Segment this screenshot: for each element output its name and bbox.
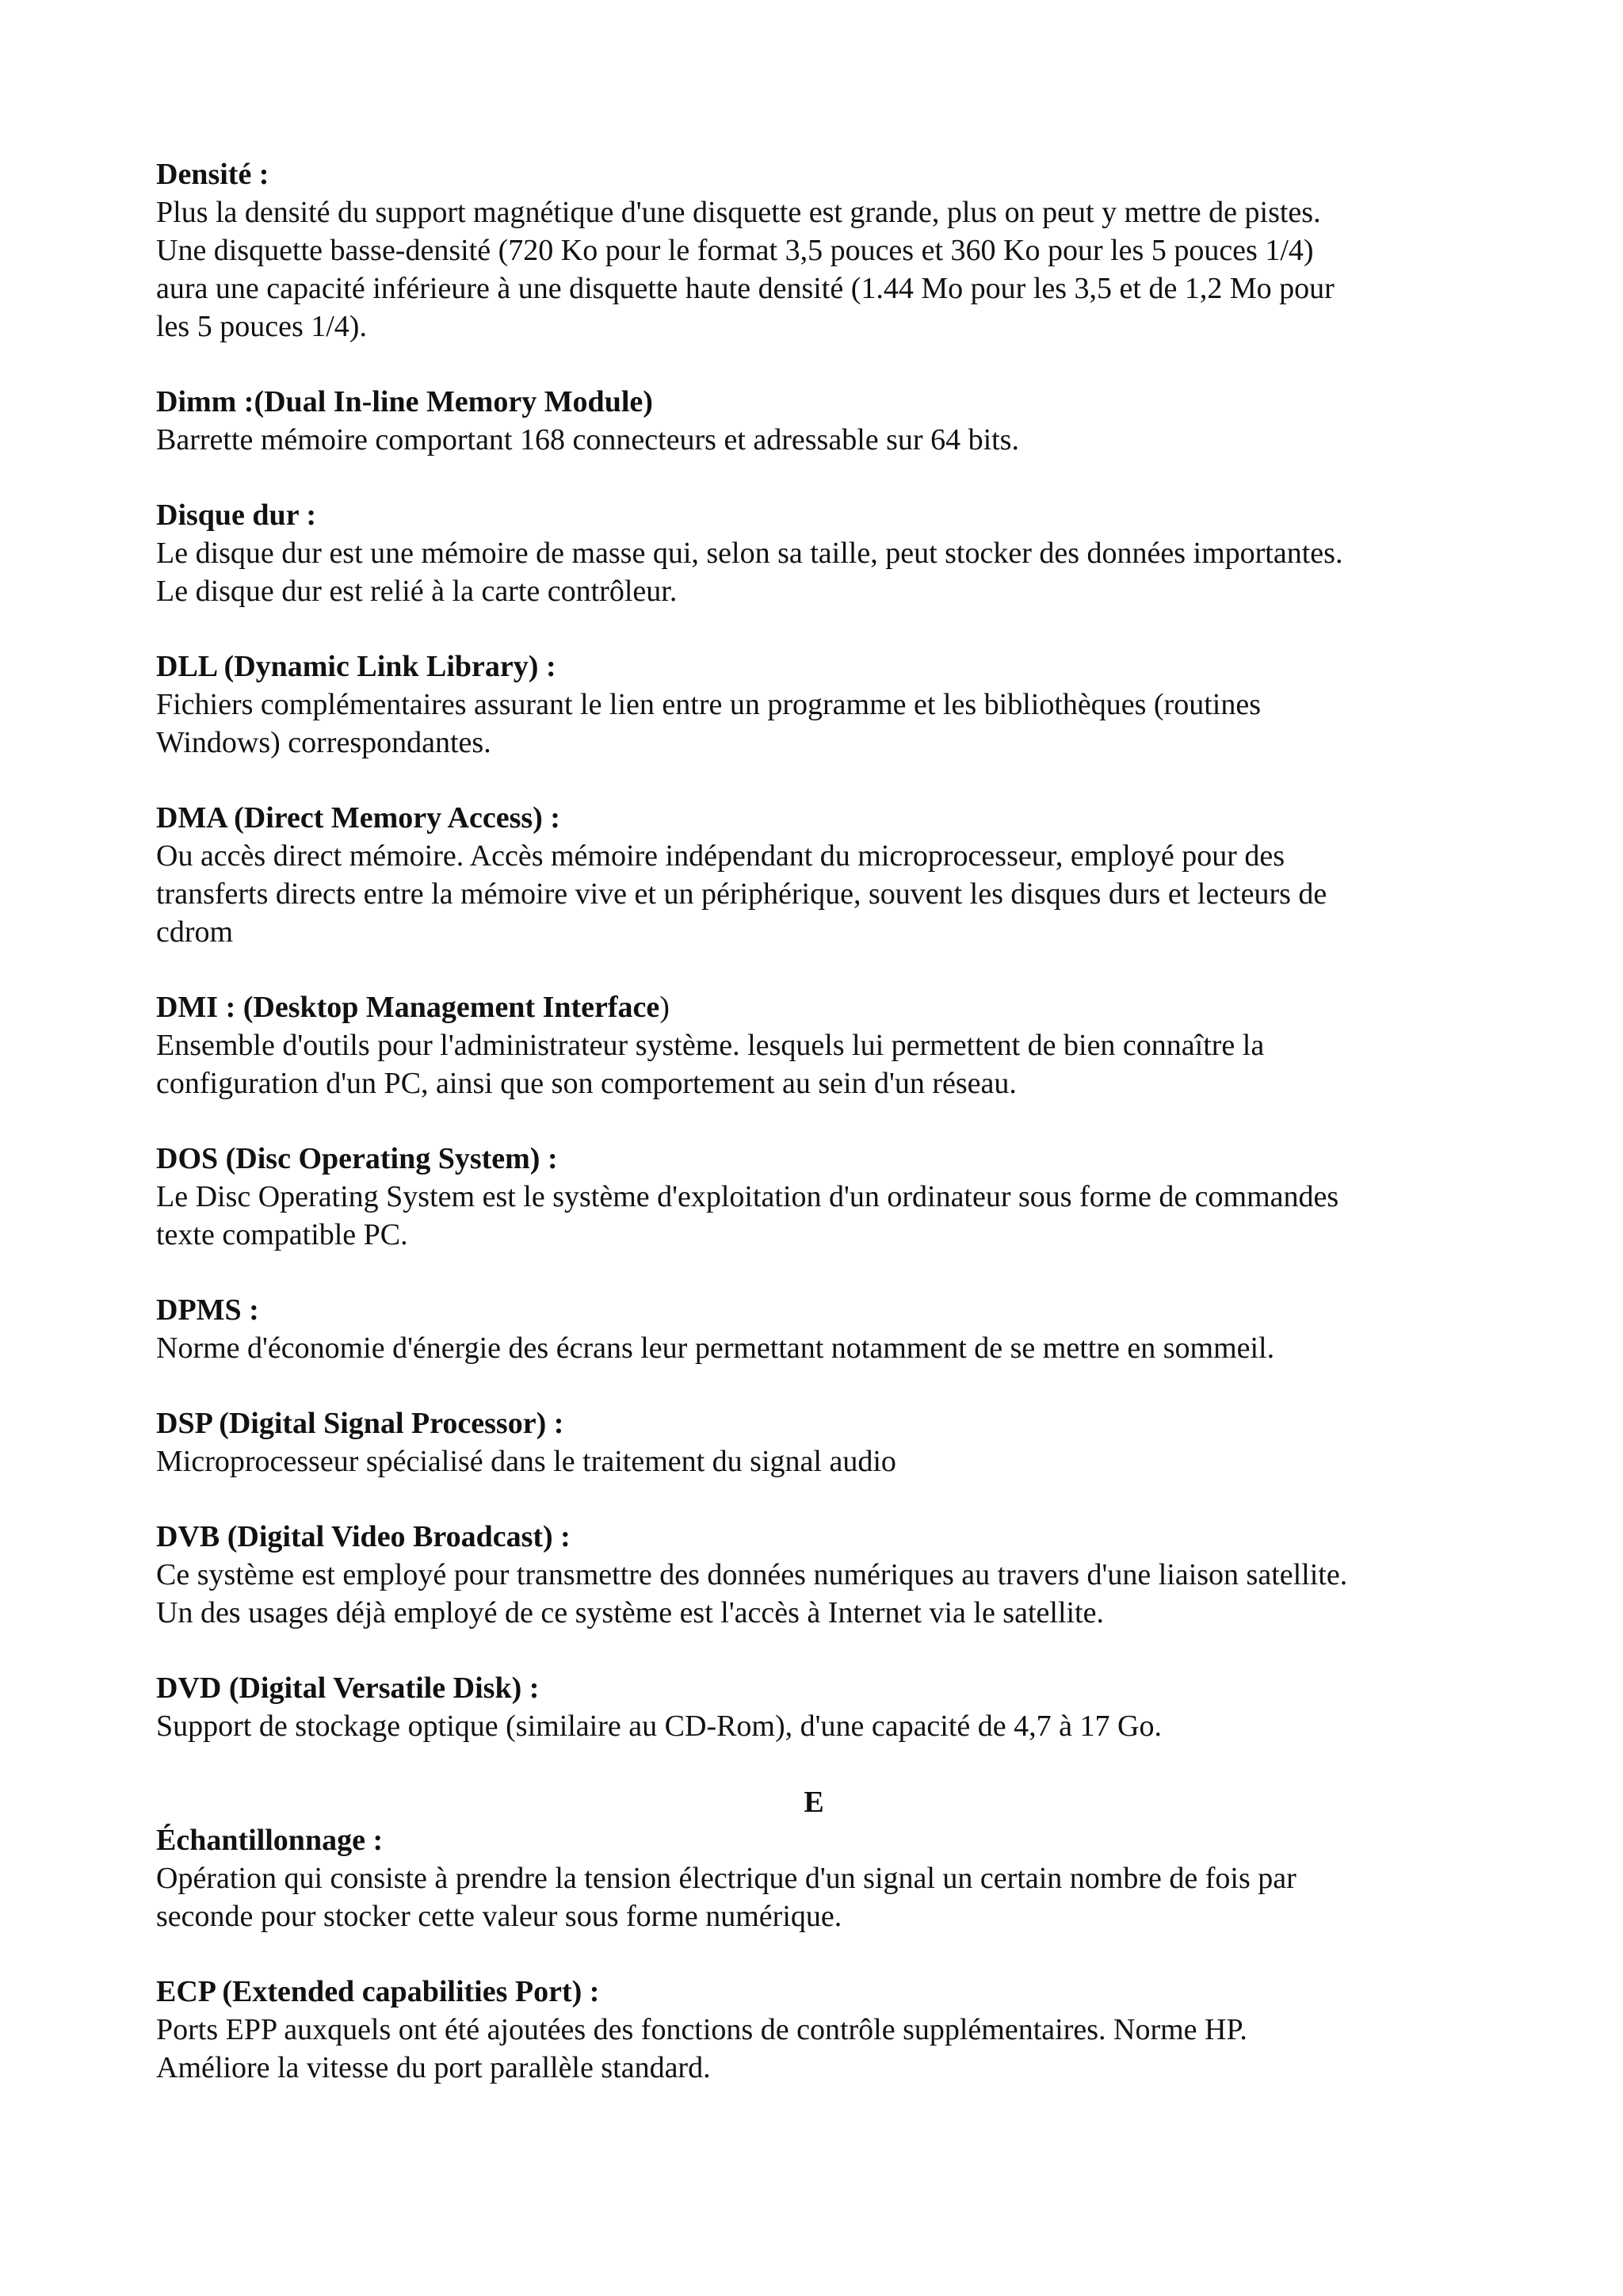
glossary-entry-dos [156,1140,1472,1254]
entry-term: Densité : [156,158,269,191]
entry-term: DLL (Dynamic Link Library) : [156,650,556,683]
entry-definition-line: Norme d'économie d'énergie des écrans leur permettant notamment de se mettre en sommeil. [156,1331,1275,1365]
entry-definition-line: Windows) correspondantes. [156,726,491,759]
glossary-entry-dimm [156,383,1472,459]
entry-definition-line: seconde pour stocker cette valeur sous forme numérique. [156,1900,842,1933]
entry-definition-line: configuration d'un PC, ainsi que son comportement au sein d'un réseau. [156,1067,1017,1100]
entry-definition-line: Ce système est employé pour transmettre des données numériques au travers d'une liaison satellite. [156,1558,1348,1591]
entry-term: DMA (Direct Memory Access) : [156,801,560,835]
entry-definition-line: les 5 pouces 1/4). [156,310,367,343]
entry-term: Échantillonnage : [156,1824,384,1857]
entry-term: Disque dur : [156,499,317,532]
entry-term: DVB (Digital Video Broadcast) : [156,1520,571,1553]
glossary-entry-echantillonnage [156,1821,1472,1935]
entry-term: DPMS : [156,1293,259,1327]
entry-definition-line: Fichiers complémentaires assurant le lien entre un programme et les bibliothèques (routines [156,688,1261,721]
entry-definition-line: Le disque dur est une mémoire de masse qui, selon sa taille, peut stocker des données importantes. [156,537,1343,570]
entry-term: DOS (Disc Operating System) : [156,1142,558,1175]
entry-definition-line: Un des usages déjà employé de ce système est l'accès à Internet via le satellite. [156,1596,1104,1629]
entry-definition-line: Ports EPP auxquels ont été ajoutées des fonctions de contrôle supplémentaires. Norme HP. [156,2013,1247,2046]
entry-definition-line: Une disquette basse-densité (720 Ko pour le format 3,5 pouces et 360 Ko pour les 5 pouces 1/4) [156,234,1314,267]
entry-definition-line: texte compatible PC. [156,1218,408,1251]
entry-definition-line: Barrette mémoire comportant 168 connecteurs et adressable sur 64 bits. [156,423,1019,457]
entry-definition-line: cdrom [156,915,234,949]
glossary-entry-densite [156,155,1472,346]
glossary-entry-dvb [156,1518,1472,1632]
entry-definition-line: aura une capacité inférieure à une disquette haute densité (1.44 Mo pour les 3,5 et de 1,2 Mo pour [156,272,1335,305]
entry-term: DVD (Digital Versatile Disk) : [156,1671,540,1705]
entry-term-tail: ) [659,991,670,1024]
glossary-entry-dma [156,799,1472,951]
glossary-entry-dvd [156,1669,1472,1745]
glossary-entry-dll [156,648,1472,762]
entry-definition-line: Améliore la vitesse du port parallèle standard. [156,2051,711,2084]
entry-definition-line: Support de stockage optique (similaire au CD-Rom), d'une capacité de 4,7 à 17 Go. [156,1710,1162,1743]
entry-term: Dimm :(Dual In-line Memory Module) [156,385,653,418]
entry-definition-line: Opération qui consiste à prendre la tension électrique d'un signal un certain nombre de fois par [156,1862,1296,1895]
section-letter-heading: E [804,1786,824,1819]
glossary-entry-dpms [156,1291,1472,1367]
glossary-entry-dsp [156,1404,1472,1480]
entry-definition-line: Microprocesseur spécialisé dans le traitement du signal audio [156,1445,896,1478]
entry-term: ECP (Extended capabilities Port) : [156,1975,600,2008]
glossary-entry-disque-dur [156,496,1472,610]
glossary-entry-dmi [156,988,1472,1102]
glossary-content [156,155,1472,2124]
entry-definition-line: Ou accès direct mémoire. Accès mémoire indépendant du microprocesseur, employé pour des [156,839,1285,873]
entry-definition-line: Le Disc Operating System est le système d'exploitation d'un ordinateur sous forme de commandes [156,1180,1339,1213]
entry-term [156,988,1472,1026]
glossary-entry-ecp [156,1973,1472,2087]
entry-definition-line: Le disque dur est relié à la carte contrôleur. [156,575,678,608]
entry-term-main: DMI : (Desktop Management Interface [156,991,660,1024]
entry-definition-line: transferts directs entre la mémoire vive et un périphérique, souvent les disques durs et lecteurs de [156,877,1327,911]
entry-definition-line: Plus la densité du support magnétique d'une disquette est grande, plus on peut y mettre de pistes. [156,196,1321,229]
entry-term: DSP (Digital Signal Processor) : [156,1407,564,1440]
entry-definition-line: Ensemble d'outils pour l'administrateur système. lesquels lui permettent de bien connaître la [156,1029,1265,1062]
